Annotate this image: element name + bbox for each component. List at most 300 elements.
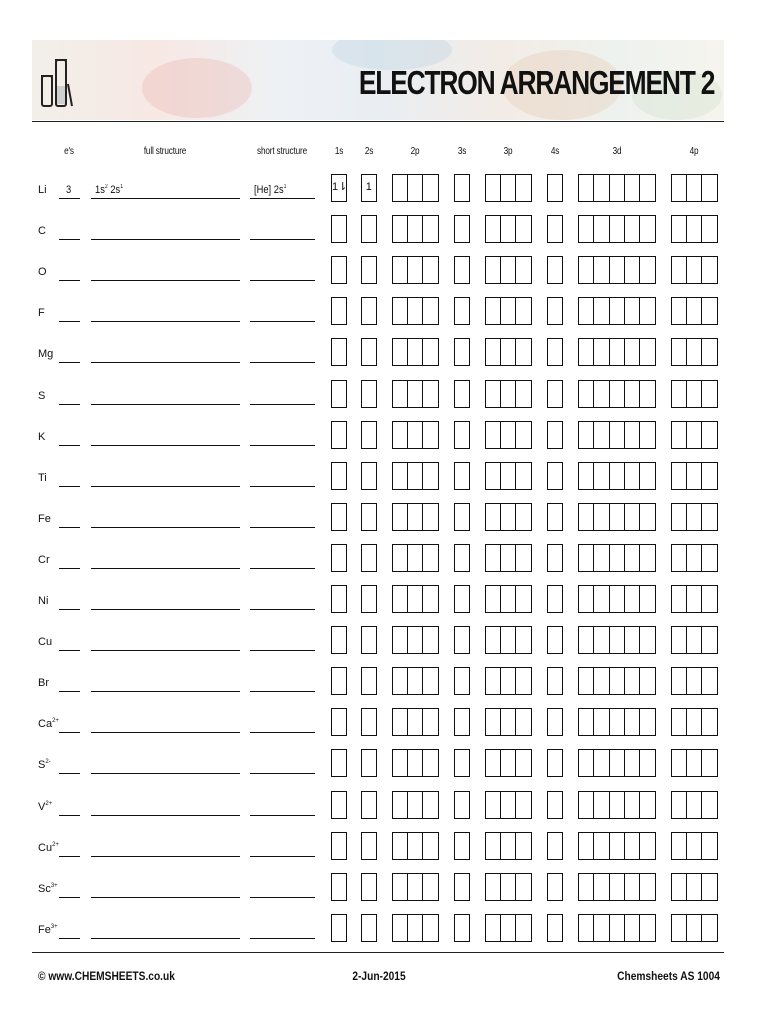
orbital-box-3p[interactable] [485,626,532,654]
orbital-cell[interactable] [423,422,437,448]
orbital-box-4s[interactable] [547,749,563,777]
orbital-cell[interactable] [423,545,437,571]
orbital-cell[interactable] [423,668,437,694]
electrons-blank[interactable] [59,198,80,199]
orbital-cell[interactable] [625,545,640,571]
orbital-cell[interactable] [579,175,594,201]
orbital-box-2p[interactable] [392,544,439,572]
short-structure-blank[interactable] [250,897,315,898]
electrons-blank[interactable] [59,239,80,240]
short-structure-blank[interactable] [250,486,315,487]
orbital-cell[interactable] [501,586,516,612]
orbital-cell[interactable] [579,339,594,365]
orbital-cell[interactable] [594,627,609,653]
orbital-box-3s[interactable] [454,873,470,901]
orbital-cell[interactable] [408,750,423,776]
orbital-cell[interactable] [610,504,625,530]
orbital-box-3d[interactable] [578,297,656,325]
orbital-cell[interactable] [687,668,702,694]
orbital-box-2p[interactable] [392,380,439,408]
orbital-cell[interactable] [486,175,501,201]
short-structure-blank[interactable] [250,404,315,405]
orbital-cell[interactable] [486,504,501,530]
orbital-cell[interactable] [610,668,625,694]
orbital-cell[interactable] [702,504,716,530]
orbital-box-4s[interactable] [547,667,563,695]
orbital-cell[interactable] [594,422,609,448]
orbital-box-1s[interactable] [331,297,347,325]
orbital-box-1s[interactable] [331,462,347,490]
orbital-cell[interactable] [579,792,594,818]
electrons-blank[interactable] [59,938,80,939]
full-structure-blank[interactable] [91,815,240,816]
short-structure-blank[interactable] [250,609,315,610]
orbital-cell[interactable] [548,709,562,735]
orbital-cell[interactable] [687,750,702,776]
orbital-box-3p[interactable] [485,297,532,325]
orbital-cell[interactable] [548,627,562,653]
orbital-cell[interactable] [640,504,654,530]
orbital-box-2p[interactable] [392,215,439,243]
orbital-cell[interactable] [455,257,469,283]
orbital-cell[interactable] [408,504,423,530]
orbital-cell[interactable] [594,750,609,776]
orbital-cell[interactable] [625,175,640,201]
orbital-cell[interactable]: 1 [365,181,372,193]
orbital-box-1s[interactable] [331,749,347,777]
orbital-box-3p[interactable] [485,749,532,777]
orbital-cell[interactable] [610,339,625,365]
orbital-cell[interactable] [640,750,654,776]
orbital-cell[interactable] [579,586,594,612]
orbital-cell[interactable] [501,257,516,283]
orbital-box-2s[interactable] [361,256,377,284]
orbital-cell[interactable] [362,381,376,407]
orbital-cell[interactable] [362,339,376,365]
orbital-cell[interactable] [393,627,408,653]
electrons-blank[interactable] [59,691,80,692]
orbital-box-2p[interactable] [392,873,439,901]
orbital-cell[interactable] [393,257,408,283]
orbital-cell[interactable] [640,298,654,324]
orbital-box-2p[interactable] [392,667,439,695]
orbital-cell[interactable] [548,257,562,283]
orbital-cell[interactable] [516,175,530,201]
orbital-cell[interactable] [610,874,625,900]
orbital-cell[interactable] [423,874,437,900]
orbital-box-4p[interactable] [671,791,718,819]
orbital-box-3p[interactable] [485,256,532,284]
short-structure-blank[interactable] [250,239,315,240]
orbital-box-3d[interactable] [578,667,656,695]
orbital-cell[interactable] [423,915,437,941]
orbital-cell[interactable] [408,381,423,407]
orbital-cell[interactable] [702,545,716,571]
orbital-box-4s[interactable] [547,380,563,408]
full-structure-blank[interactable] [91,897,240,898]
orbital-box-3p[interactable] [485,338,532,366]
orbital-cell[interactable] [408,216,423,242]
orbital-cell[interactable] [486,792,501,818]
orbital-box-4p[interactable] [671,708,718,736]
short-structure-blank[interactable] [250,773,315,774]
orbital-box-3d[interactable] [578,791,656,819]
orbital-cell[interactable] [672,257,687,283]
electrons-blank[interactable] [59,609,80,610]
orbital-cell[interactable] [332,422,346,448]
orbital-cell[interactable] [579,463,594,489]
orbital-cell[interactable] [408,709,423,735]
orbital-cell[interactable] [687,792,702,818]
orbital-cell[interactable] [332,298,346,324]
orbital-box-2s[interactable] [361,708,377,736]
orbital-cell[interactable] [486,216,501,242]
orbital-box-4p[interactable] [671,256,718,284]
orbital-box-3p[interactable] [485,215,532,243]
orbital-cell[interactable] [408,257,423,283]
orbital-cell[interactable] [687,504,702,530]
orbital-box-3d[interactable] [578,503,656,531]
orbital-cell[interactable] [408,586,423,612]
orbital-cell[interactable] [423,833,437,859]
orbital-cell[interactable] [640,339,654,365]
orbital-cell[interactable] [408,545,423,571]
orbital-cell[interactable] [455,175,469,201]
full-structure-blank[interactable] [91,650,240,651]
orbital-box-4s[interactable] [547,338,563,366]
orbital-cell[interactable] [702,175,716,201]
orbital-cell[interactable] [640,915,654,941]
orbital-cell[interactable] [455,545,469,571]
orbital-cell[interactable] [408,792,423,818]
orbital-box-2s[interactable] [361,215,377,243]
orbital-cell[interactable] [548,668,562,694]
orbital-box-2s[interactable] [361,297,377,325]
orbital-cell[interactable] [486,668,501,694]
orbital-cell[interactable] [687,216,702,242]
orbital-cell[interactable] [594,381,609,407]
orbital-box-3s[interactable] [454,749,470,777]
orbital-cell[interactable] [501,463,516,489]
orbital-cell[interactable] [408,833,423,859]
orbital-cell[interactable] [455,586,469,612]
orbital-box-2p[interactable] [392,256,439,284]
orbital-box-4s[interactable] [547,215,563,243]
orbital-cell[interactable] [501,709,516,735]
orbital-cell[interactable] [393,668,408,694]
orbital-cell[interactable] [393,504,408,530]
orbital-cell[interactable] [625,586,640,612]
orbital-cell[interactable] [702,422,716,448]
orbital-cell[interactable] [594,298,609,324]
orbital-cell[interactable] [486,257,501,283]
orbital-cell[interactable] [579,381,594,407]
orbital-box-1s[interactable] [331,708,347,736]
orbital-cell[interactable] [332,668,346,694]
orbital-cell[interactable] [610,915,625,941]
orbital-cell[interactable] [362,463,376,489]
orbital-box-4p[interactable] [671,749,718,777]
orbital-cell[interactable] [516,504,530,530]
orbital-cell[interactable] [516,833,530,859]
orbital-box-3d[interactable] [578,338,656,366]
orbital-cell[interactable] [423,216,437,242]
orbital-cell[interactable] [594,175,609,201]
orbital-cell[interactable] [332,257,346,283]
short-structure-blank[interactable] [250,198,315,199]
orbital-cell[interactable] [486,874,501,900]
orbital-box-4s[interactable] [547,462,563,490]
orbital-cell[interactable] [548,750,562,776]
orbital-cell[interactable] [640,175,654,201]
orbital-box-3s[interactable] [454,462,470,490]
orbital-cell[interactable] [455,627,469,653]
orbital-box-3d[interactable] [578,832,656,860]
orbital-cell[interactable] [702,874,716,900]
orbital-cell[interactable] [594,915,609,941]
orbital-cell[interactable] [548,586,562,612]
orbital-box-3d[interactable] [578,215,656,243]
orbital-cell[interactable] [362,257,376,283]
orbital-box-3d[interactable] [578,626,656,654]
orbital-cell[interactable] [455,422,469,448]
orbital-cell[interactable] [548,216,562,242]
full-structure-blank[interactable] [91,732,240,733]
orbital-box-4p[interactable] [671,380,718,408]
orbital-box-4p[interactable] [671,297,718,325]
electrons-blank[interactable] [59,856,80,857]
orbital-cell[interactable] [672,504,687,530]
short-structure-blank[interactable] [250,445,315,446]
orbital-box-2s[interactable] [361,626,377,654]
orbital-cell[interactable] [687,257,702,283]
full-structure-blank[interactable] [91,527,240,528]
orbital-cell[interactable] [687,874,702,900]
orbital-box-4p[interactable] [671,503,718,531]
orbital-cell[interactable] [332,792,346,818]
orbital-cell[interactable] [672,545,687,571]
orbital-cell[interactable] [516,339,530,365]
orbital-cell[interactable] [548,545,562,571]
orbital-box-3d[interactable] [578,749,656,777]
orbital-box-3d[interactable] [578,914,656,942]
orbital-box-4p[interactable] [671,174,718,202]
orbital-cell[interactable] [332,627,346,653]
orbital-cell[interactable] [455,463,469,489]
orbital-cell[interactable] [455,709,469,735]
orbital-box-4s[interactable] [547,421,563,449]
orbital-cell[interactable] [579,216,594,242]
orbital-box-3s[interactable] [454,338,470,366]
orbital-cell[interactable] [610,463,625,489]
orbital-cell[interactable] [516,750,530,776]
orbital-cell[interactable] [548,833,562,859]
orbital-cell[interactable] [362,586,376,612]
orbital-cell[interactable] [486,627,501,653]
orbital-box-2s[interactable] [361,667,377,695]
orbital-box-3s[interactable] [454,174,470,202]
orbital-cell[interactable] [579,915,594,941]
orbital-cell[interactable] [702,627,716,653]
orbital-cell[interactable] [640,381,654,407]
orbital-box-1s[interactable] [331,626,347,654]
orbital-cell[interactable] [672,216,687,242]
orbital-cell[interactable] [423,463,437,489]
orbital-box-4p[interactable] [671,914,718,942]
orbital-cell[interactable] [393,216,408,242]
orbital-cell[interactable] [516,463,530,489]
orbital-cell[interactable] [702,915,716,941]
orbital-cell[interactable] [672,915,687,941]
orbital-cell[interactable] [393,709,408,735]
orbital-cell[interactable] [672,339,687,365]
orbital-cell[interactable] [501,874,516,900]
full-structure-blank[interactable] [91,198,240,199]
short-structure-blank[interactable] [250,280,315,281]
orbital-cell[interactable] [332,833,346,859]
orbital-cell[interactable] [423,381,437,407]
orbital-cell[interactable] [687,381,702,407]
full-structure-blank[interactable] [91,362,240,363]
orbital-box-3s[interactable] [454,585,470,613]
orbital-box-3p[interactable] [485,544,532,572]
orbital-box-2p[interactable] [392,626,439,654]
orbital-box-2p[interactable] [392,338,439,366]
orbital-cell[interactable] [579,833,594,859]
orbital-box-3d[interactable] [578,421,656,449]
orbital-box-1s[interactable] [331,215,347,243]
orbital-box-2s[interactable] [361,174,377,202]
orbital-box-4s[interactable] [547,791,563,819]
orbital-cell[interactable] [393,422,408,448]
orbital-cell[interactable] [594,463,609,489]
orbital-cell[interactable] [501,381,516,407]
full-structure-blank[interactable] [91,321,240,322]
orbital-cell[interactable] [423,298,437,324]
orbital-cell[interactable] [455,833,469,859]
orbital-box-2s[interactable] [361,380,377,408]
orbital-cell[interactable] [332,216,346,242]
orbital-cell[interactable] [362,627,376,653]
orbital-cell[interactable] [423,257,437,283]
orbital-cell[interactable] [501,339,516,365]
orbital-cell[interactable] [501,792,516,818]
orbital-cell[interactable] [408,422,423,448]
orbital-box-1s[interactable] [331,380,347,408]
orbital-cell[interactable] [332,709,346,735]
orbital-cell[interactable] [640,874,654,900]
orbital-cell[interactable] [672,381,687,407]
electrons-blank[interactable] [59,280,80,281]
orbital-cell[interactable] [594,586,609,612]
orbital-cell[interactable] [516,381,530,407]
orbital-cell[interactable] [579,668,594,694]
orbital-cell[interactable] [625,915,640,941]
orbital-cell[interactable] [672,463,687,489]
orbital-cell[interactable] [702,298,716,324]
orbital-cell[interactable] [393,833,408,859]
orbital-cell[interactable] [455,915,469,941]
orbital-cell[interactable] [579,709,594,735]
orbital-box-1s[interactable] [331,256,347,284]
orbital-box-4s[interactable] [547,503,563,531]
orbital-cell[interactable] [423,709,437,735]
short-structure-blank[interactable] [250,568,315,569]
orbital-cell[interactable] [640,709,654,735]
orbital-cell[interactable] [423,175,437,201]
orbital-box-4s[interactable] [547,256,563,284]
orbital-cell[interactable] [672,709,687,735]
orbital-box-2s[interactable] [361,873,377,901]
orbital-cell[interactable] [672,874,687,900]
orbital-box-2p[interactable] [392,503,439,531]
orbital-cell[interactable] [332,381,346,407]
orbital-cell[interactable] [455,381,469,407]
orbital-box-4p[interactable] [671,832,718,860]
orbital-cell[interactable] [702,792,716,818]
orbital-cell[interactable] [610,833,625,859]
orbital-cell[interactable] [610,257,625,283]
orbital-cell[interactable] [625,874,640,900]
orbital-cell[interactable] [486,833,501,859]
short-structure-blank[interactable] [250,815,315,816]
orbital-box-2s[interactable] [361,462,377,490]
orbital-cell[interactable] [640,545,654,571]
orbital-box-3d[interactable] [578,708,656,736]
orbital-cell[interactable] [501,216,516,242]
orbital-box-2s[interactable] [361,914,377,942]
orbital-cell[interactable] [579,750,594,776]
orbital-box-1s[interactable] [331,667,347,695]
orbital-box-3s[interactable] [454,832,470,860]
orbital-cell[interactable] [625,257,640,283]
orbital-box-2p[interactable] [392,708,439,736]
orbital-cell[interactable] [516,586,530,612]
electrons-blank[interactable] [59,650,80,651]
orbital-cell[interactable] [702,668,716,694]
orbital-cell[interactable] [516,915,530,941]
orbital-cell[interactable] [640,833,654,859]
orbital-cell[interactable] [579,874,594,900]
orbital-cell[interactable] [393,792,408,818]
orbital-cell[interactable] [362,792,376,818]
orbital-box-3d[interactable] [578,380,656,408]
orbital-cell[interactable] [501,668,516,694]
orbital-cell[interactable] [579,422,594,448]
orbital-box-3p[interactable] [485,462,532,490]
orbital-cell[interactable] [516,874,530,900]
orbital-box-3p[interactable] [485,503,532,531]
orbital-box-3s[interactable] [454,503,470,531]
orbital-box-4p[interactable] [671,462,718,490]
orbital-cell[interactable] [423,586,437,612]
orbital-cell[interactable] [610,381,625,407]
orbital-cell[interactable] [486,422,501,448]
orbital-cell[interactable] [408,298,423,324]
orbital-cell[interactable] [516,216,530,242]
orbital-cell[interactable] [548,874,562,900]
orbital-cell[interactable] [625,627,640,653]
orbital-cell[interactable] [672,298,687,324]
orbital-cell[interactable] [702,463,716,489]
orbital-cell[interactable] [332,874,346,900]
orbital-cell[interactable] [702,709,716,735]
orbital-box-2p[interactable] [392,585,439,613]
orbital-cell[interactable] [486,381,501,407]
short-structure-blank[interactable] [250,856,315,857]
orbital-box-2s[interactable] [361,832,377,860]
orbital-cell[interactable] [486,298,501,324]
